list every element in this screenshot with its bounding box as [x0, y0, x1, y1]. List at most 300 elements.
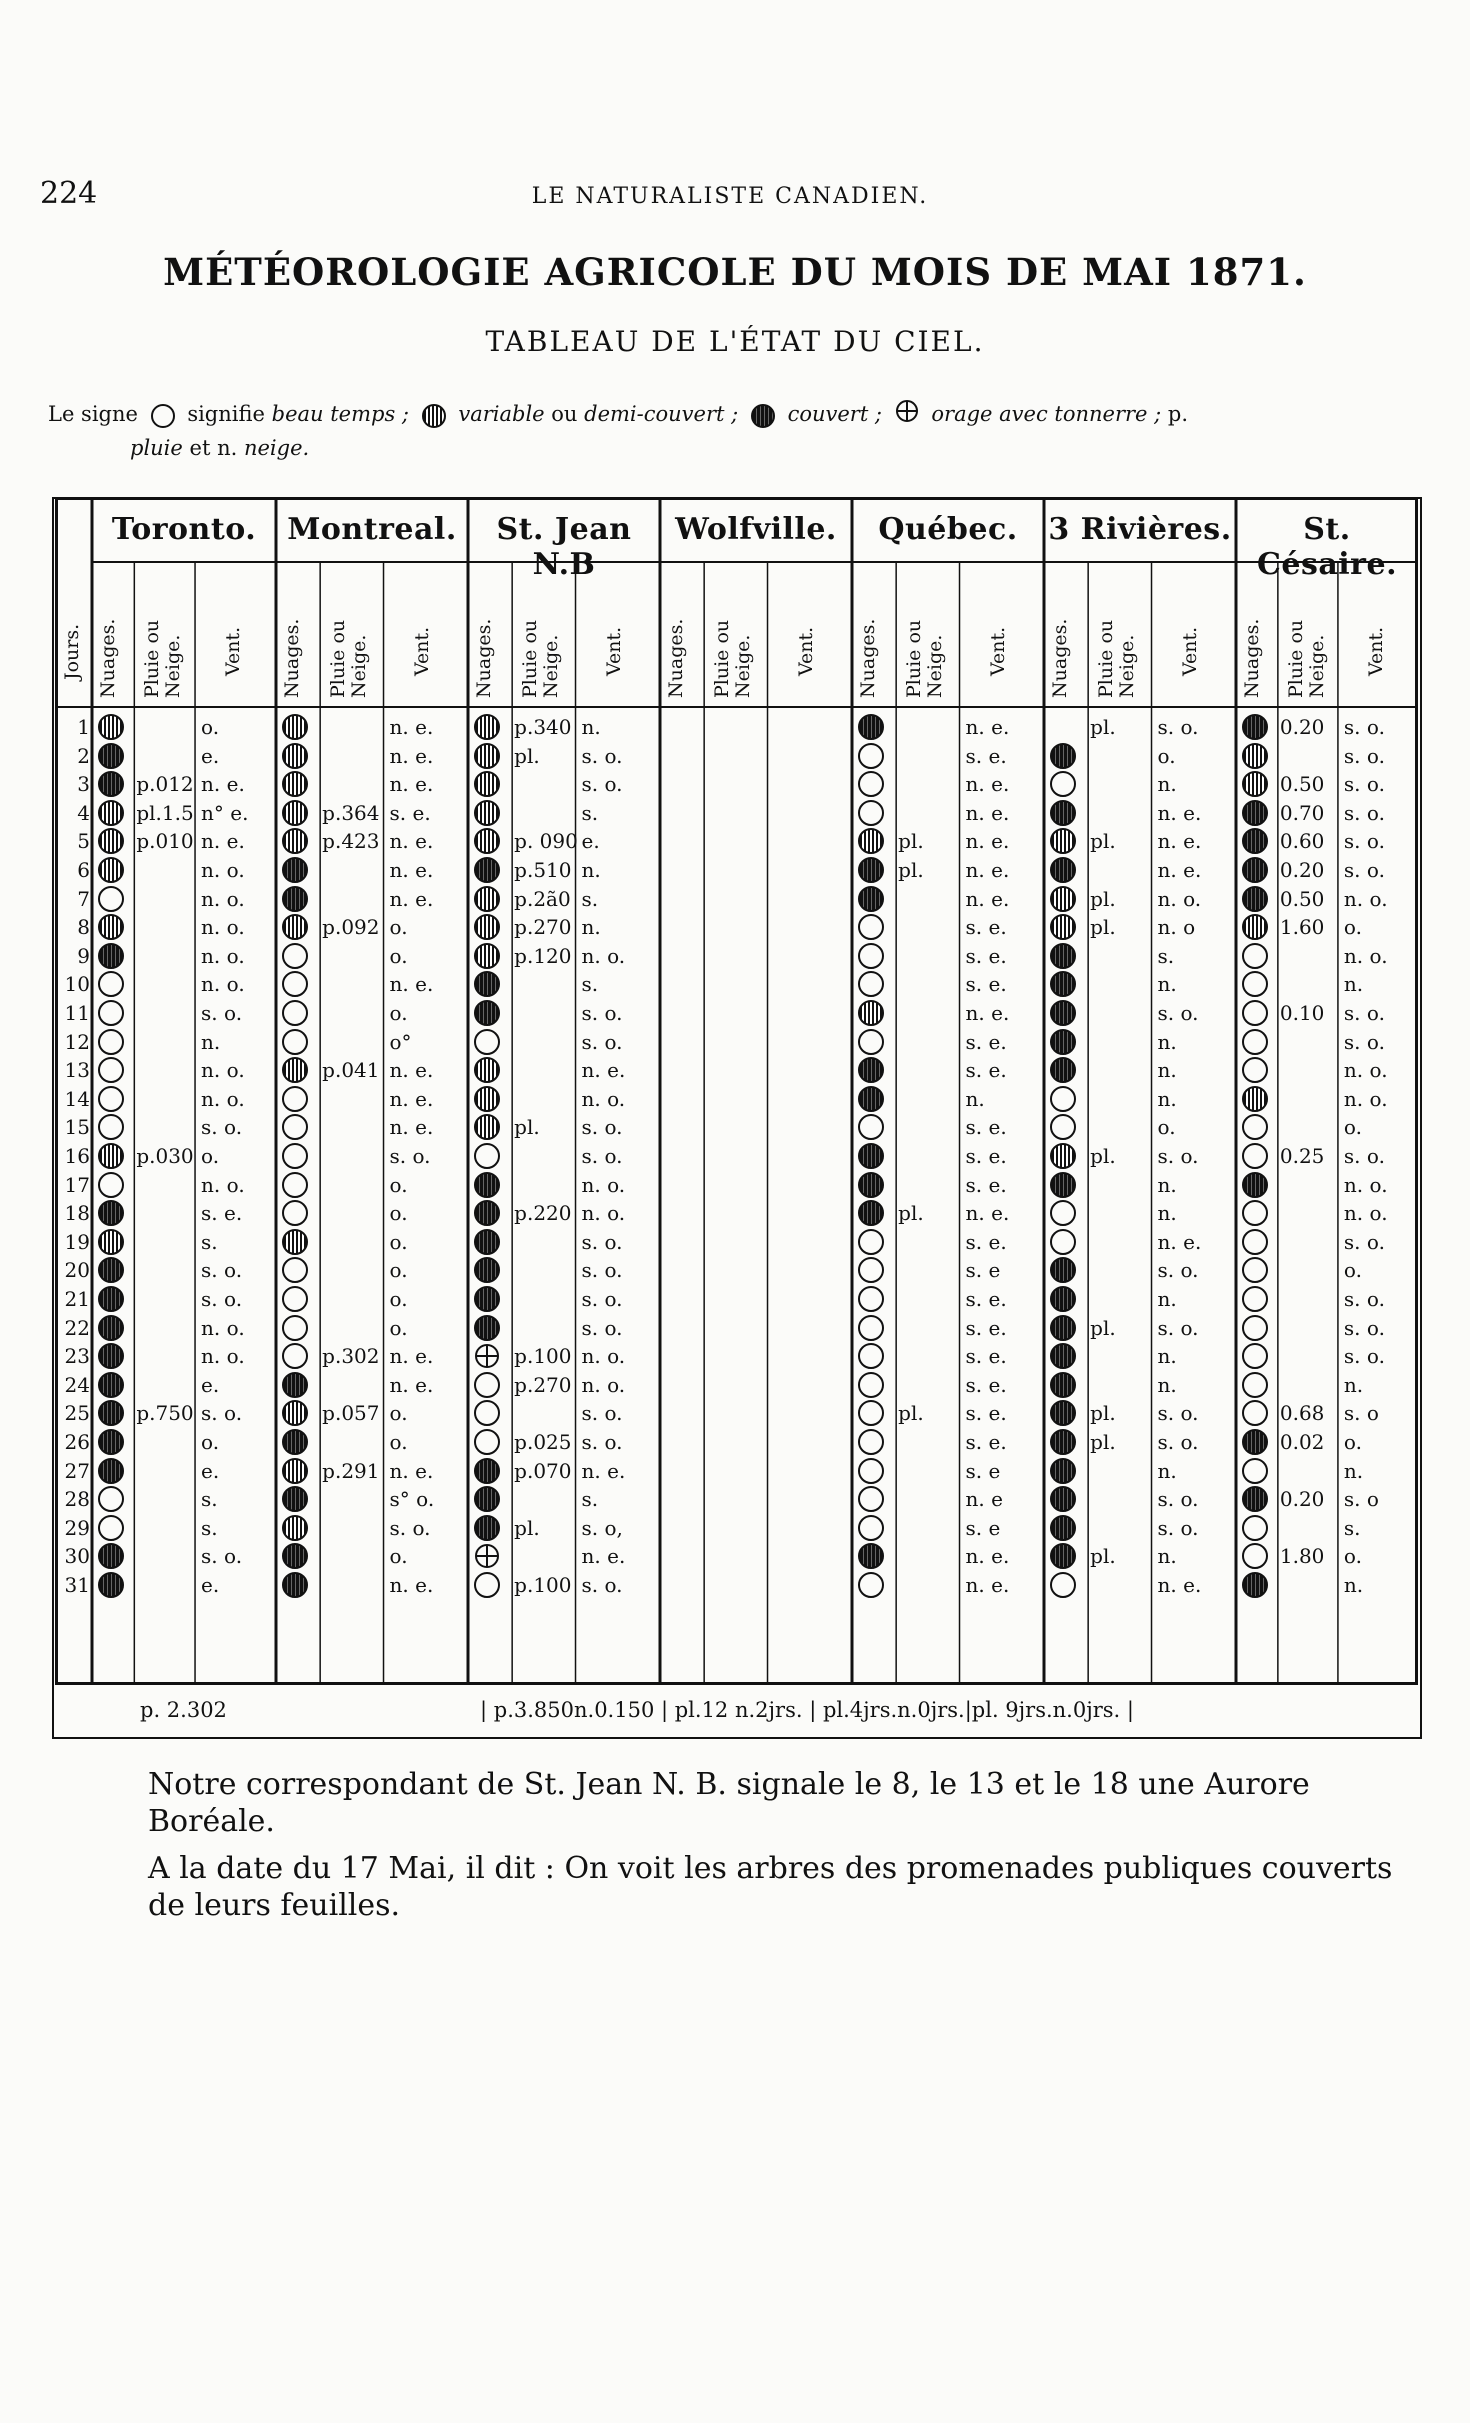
clear-sky-icon [858, 1458, 884, 1484]
covered-sky-icon [1050, 943, 1076, 969]
wind-value: s. o. [1343, 1144, 1385, 1168]
wind-value: n. o. [581, 943, 626, 968]
covered-sky-icon [1050, 1286, 1076, 1312]
wind-value: n. o. [201, 1172, 245, 1197]
wind-value: n. [1157, 1287, 1177, 1311]
wind-value: n. o. [201, 1344, 245, 1369]
wind-value: n. e. [965, 1201, 1010, 1226]
wind-value: n. e. [965, 829, 1010, 854]
variable-sky-icon [474, 800, 500, 826]
covered-sky-icon [1050, 1257, 1076, 1283]
covered-sky-icon [98, 1315, 124, 1341]
precip-value: pl. [514, 743, 540, 768]
wind-value: o. [1157, 1115, 1176, 1140]
wind-value: s° o. [389, 1487, 435, 1512]
day-number: 10 [64, 972, 90, 997]
clear-sky-icon [98, 1057, 124, 1083]
wind-value: n. e. [389, 715, 434, 739]
wind-value: s. o. [1157, 1515, 1199, 1540]
wind-value: o. [389, 1401, 408, 1426]
precip-value: p.270 [514, 915, 572, 940]
covered-sky-icon [1242, 886, 1268, 912]
variable-sky-icon [1242, 914, 1268, 940]
day-number: 31 [64, 1573, 90, 1597]
variable-sky-icon [1242, 771, 1268, 797]
precip-value: p.041 [322, 1058, 380, 1083]
day-number: 8 [77, 915, 90, 940]
wind-value: s. [581, 886, 599, 911]
variable-sky-icon [1050, 1143, 1076, 1169]
precip-value: p. 090 [514, 829, 578, 854]
wind-value: n. e. [1157, 829, 1202, 854]
precip-value: pl. [898, 1201, 924, 1226]
wind-value: s. o. [201, 1401, 243, 1426]
wind-value: s. o. [581, 1573, 623, 1597]
wind-header: Vent. [410, 626, 433, 676]
clear-sky-icon [1242, 1286, 1268, 1312]
wind-value: s. o. [1343, 1287, 1385, 1311]
wind-value: e. [201, 1573, 220, 1597]
clear-sky-icon [858, 1315, 884, 1341]
wind-value: n. e. [581, 1458, 626, 1483]
clear-sky-icon [858, 1572, 884, 1598]
paragraph-aurora: Notre correspondant de St. Jean N. B. signale le 8, le 13 et le 18 une Aurore Boréale. [148, 1767, 1310, 1839]
wind-value: s. e. [965, 743, 1007, 768]
wind-value: o. [389, 1001, 408, 1025]
precip-value: 0.20 [1279, 858, 1325, 882]
covered-sky-icon [858, 1086, 884, 1112]
precip-value: pl. [1090, 1315, 1116, 1340]
clear-sky-icon [282, 1029, 308, 1055]
wind-header: Vent. [1364, 626, 1387, 676]
wind-value: s. o. [201, 1544, 243, 1569]
wind-value: s. o. [581, 1258, 623, 1283]
wind-value: n. o. [1343, 886, 1388, 911]
variable-sky-icon [282, 771, 308, 797]
legend-storm-label: orage avec tonnerre ; [931, 402, 1162, 426]
wind-value: n. e. [965, 886, 1010, 911]
covered-sky-icon [1050, 1486, 1076, 1512]
wind-value: s. o. [1157, 715, 1199, 739]
wind-value: n. o. [581, 1372, 626, 1397]
wind-value: n. [1157, 1458, 1177, 1483]
clear-sky-icon [1242, 1257, 1268, 1283]
variable-sky-icon [282, 828, 308, 854]
covered-sky-icon [98, 1286, 124, 1312]
clear-sky-icon [98, 1515, 124, 1541]
wind-value: n. e. [389, 772, 434, 797]
wind-value: n. e. [389, 1058, 434, 1083]
clear-sky-icon [282, 1172, 308, 1198]
precip-value: p.012 [136, 772, 194, 797]
paragraph-trees: A la date du 17 Mai, il dit : On voit les arbres des promenades publiques couverts de leurs feuilles. [148, 1851, 1393, 1923]
wind-value: s. o. [1343, 1315, 1385, 1340]
covered-sky-icon [1050, 1515, 1076, 1541]
variable-sky-icon [282, 743, 308, 769]
covered-sky-icon [98, 1372, 124, 1398]
variable-sky-icon [474, 1057, 500, 1083]
covered-sky-icon [474, 857, 500, 883]
clear-sky-icon [474, 1143, 500, 1169]
wind-value: s. o. [1343, 1229, 1385, 1254]
variable-sky-icon [282, 1057, 308, 1083]
clear-sky-icon [858, 1029, 884, 1055]
covered-sky-icon [98, 1400, 124, 1426]
covered-sky-icon [282, 1572, 308, 1598]
wind-value: n. [1157, 972, 1177, 997]
wind-value: n. o. [1343, 1086, 1388, 1111]
wind-value: s. e. [965, 1344, 1007, 1369]
wind-value: s. e. [965, 1430, 1007, 1454]
legend-half-covered-label: demi-couvert ; [584, 402, 739, 426]
precip-value: 0.10 [1279, 1001, 1325, 1025]
clear-sky-icon [1242, 1400, 1268, 1426]
wind-value: s. o. [581, 1287, 623, 1311]
wind-value: s. o. [1343, 1344, 1385, 1369]
covered-sky-icon [282, 1543, 308, 1569]
clouds-header: Nuages. [1241, 618, 1263, 698]
clear-sky-icon [282, 943, 308, 969]
wind-value: s. [1157, 943, 1175, 968]
precip-value: p.340 [514, 715, 572, 739]
wind-value: n. e. [389, 858, 434, 882]
clear-sky-icon [98, 1172, 124, 1198]
wind-value: s. o. [1343, 1001, 1385, 1025]
covered-sky-icon [474, 1458, 500, 1484]
covered-sky-icon [1050, 1372, 1076, 1398]
wind-value: n. o. [581, 1172, 626, 1197]
clear-sky-icon [1050, 1200, 1076, 1226]
wind-value: s. [581, 972, 599, 997]
wind-value: s. o. [581, 1001, 623, 1025]
wind-value: n. o. [581, 1201, 626, 1226]
variable-sky-icon [474, 743, 500, 769]
clear-sky-icon [474, 1572, 500, 1598]
wind-value: s. [201, 1487, 218, 1512]
covered-sky-icon [474, 1200, 500, 1226]
precip-value: p.302 [322, 1344, 380, 1369]
variable-sky-icon [98, 1229, 124, 1255]
wind-value: n. [1157, 772, 1177, 797]
covered-sky-icon [474, 1000, 500, 1026]
clear-sky-icon [282, 1114, 308, 1140]
variable-sky-icon [98, 1143, 124, 1169]
wind-value: n. o. [1343, 1058, 1388, 1083]
precip-header: Pluie ou Neige. [519, 619, 563, 698]
wind-value: o. [201, 1144, 220, 1168]
precip-header: Pluie ou Neige. [1095, 619, 1139, 698]
wind-value: n. e. [965, 1544, 1010, 1569]
day-number: 5 [77, 829, 90, 854]
clear-sky-icon [1242, 971, 1268, 997]
covered-sky-icon [1050, 971, 1076, 997]
wind-value: s. o. [581, 1029, 623, 1054]
variable-sky-icon [474, 1086, 500, 1112]
clear-sky-icon [282, 1257, 308, 1283]
clear-sky-icon [858, 1400, 884, 1426]
clear-sky-icon [858, 771, 884, 797]
covered-sky-icon [1242, 828, 1268, 854]
covered-sky-icon [98, 943, 124, 969]
wind-value: n. [1343, 972, 1364, 997]
legend-text: signifie [187, 402, 265, 426]
clear-sky-icon [98, 1029, 124, 1055]
covered-sky-icon [858, 886, 884, 912]
clear-sky-icon [1242, 943, 1268, 969]
precip-value: 0.02 [1279, 1430, 1325, 1454]
precip-value: p.070 [514, 1458, 572, 1483]
clear-sky-icon [282, 1286, 308, 1312]
wind-value: e. [201, 1458, 220, 1483]
wind-value: s. o. [201, 1287, 243, 1311]
precip-value: 0.50 [1279, 772, 1325, 797]
clear-sky-icon [474, 1400, 500, 1426]
wind-value: n° e. [201, 800, 249, 825]
precip-value: pl. [898, 1401, 924, 1426]
wind-value: n. [581, 715, 601, 739]
legend-text: Le signe [48, 402, 138, 426]
clear-sky-icon [1242, 1515, 1268, 1541]
wind-value: s. e. [965, 1315, 1007, 1340]
covered-sky-icon [474, 971, 500, 997]
clear-sky-icon [1242, 1372, 1268, 1398]
wind-value: n. e. [389, 743, 434, 768]
precip-value: p.220 [514, 1201, 572, 1226]
station-header: Québec. [878, 512, 1018, 547]
clear-sky-icon [858, 1114, 884, 1140]
wind-value: n. e. [389, 886, 434, 911]
wind-value: n. o. [1343, 943, 1388, 968]
covered-sky-icon [1242, 857, 1268, 883]
covered-sky-icon [1050, 857, 1076, 883]
clear-sky-icon [858, 1372, 884, 1398]
wind-value: n. e. [389, 1086, 434, 1111]
clear-sky-icon [474, 1429, 500, 1455]
wind-value: s. [201, 1229, 218, 1254]
precip-value: pl. [898, 829, 924, 854]
day-number: 16 [64, 1144, 90, 1168]
wind-value: s. o. [1157, 1001, 1199, 1025]
legend-rain-symbol: p. [1167, 402, 1189, 426]
day-number: 13 [64, 1058, 90, 1083]
legend-covered-label: couvert ; [787, 402, 883, 426]
covered-sky-icon [98, 1257, 124, 1283]
clear-sky-icon [282, 1343, 308, 1369]
clear-sky-icon [282, 1000, 308, 1026]
legend-snow-symbol: n. [217, 436, 238, 460]
variable-sky-icon [282, 1400, 308, 1426]
wind-value: s. o. [201, 1115, 243, 1140]
clear-sky-icon [98, 971, 124, 997]
wind-value: n. o. [581, 1344, 626, 1369]
variable-sky-icon [1050, 828, 1076, 854]
day-number: 18 [64, 1201, 90, 1226]
day-number: 25 [64, 1401, 90, 1426]
precip-value: pl. [1090, 1144, 1116, 1168]
wind-value: n. e. [201, 829, 245, 854]
day-number: 20 [64, 1258, 90, 1283]
variable-sky-icon [98, 914, 124, 940]
legend-snow-label: neige. [243, 436, 310, 460]
wind-value: s. e. [965, 1229, 1007, 1254]
storm-icon [474, 1543, 500, 1569]
precip-value: 0.25 [1279, 1144, 1325, 1168]
wind-value: n. e. [389, 972, 434, 997]
wind-value: n. e. [389, 1372, 434, 1397]
covered-sky-icon [98, 771, 124, 797]
wind-value: e. [201, 1372, 220, 1397]
covered-sky-icon [282, 1372, 308, 1398]
precip-value: 1.80 [1279, 1544, 1325, 1569]
variable-sky-icon [474, 828, 500, 854]
covered-sky-icon [1242, 714, 1268, 740]
covered-sky-icon [474, 1286, 500, 1312]
wind-value: n. [1157, 1544, 1177, 1569]
day-number: 21 [64, 1287, 90, 1311]
wind-value: n. o. [201, 943, 245, 968]
variable-sky-icon [98, 828, 124, 854]
variable-sky-icon [858, 828, 884, 854]
covered-sky-icon [98, 1543, 124, 1569]
wind-value: n. e. [581, 1544, 626, 1569]
wind-value: s. o. [1343, 829, 1385, 854]
page-number: 224 [40, 176, 98, 211]
station-header: 3 Rivières. [1048, 512, 1232, 547]
wind-value: s. [581, 1487, 599, 1512]
wind-value: n. o. [201, 858, 245, 882]
covered-sky-icon [1050, 1057, 1076, 1083]
covered-sky-icon [1050, 1343, 1076, 1369]
covered-sky-icon [98, 1429, 124, 1455]
covered-sky-icon [1050, 1029, 1076, 1055]
days-header: Jours. [61, 623, 83, 680]
wind-value: o. [1157, 743, 1176, 768]
wind-value: e. [201, 743, 220, 768]
variable-sky-icon [282, 1458, 308, 1484]
clear-sky-icon [98, 1000, 124, 1026]
variable-sky-icon [474, 943, 500, 969]
clouds-header: Nuages. [857, 618, 879, 698]
precip-value: 0.20 [1279, 715, 1325, 739]
wind-value: n. [201, 1029, 221, 1054]
wind-value: s. o. [389, 1144, 431, 1168]
clear-sky-icon [282, 1086, 308, 1112]
wind-value: s. o. [581, 1315, 623, 1340]
clear-sky-icon [1050, 1114, 1076, 1140]
precip-value: p.291 [322, 1458, 380, 1483]
day-number: 14 [64, 1086, 90, 1111]
wind-value: s. o. [581, 1430, 623, 1454]
wind-value: o. [389, 1229, 408, 1254]
day-number: 17 [64, 1172, 90, 1197]
wind-value: o. [389, 1315, 408, 1340]
precip-header: Pluie ou Neige. [711, 619, 755, 698]
wind-value: n. [1157, 1172, 1177, 1197]
covered-sky-icon [98, 743, 124, 769]
precip-value: pl. [898, 858, 924, 882]
precip-value: pl. [514, 1515, 540, 1540]
wind-header: Vent. [602, 626, 625, 676]
variable-sky-icon [474, 1114, 500, 1140]
wind-value: s. [201, 1515, 218, 1540]
wind-value: s. e [965, 1258, 1001, 1283]
wind-value: s. e. [965, 972, 1007, 997]
wind-value: s. e. [965, 943, 1007, 968]
covered-sky-icon [474, 1315, 500, 1341]
wind-value: s. e. [965, 1029, 1007, 1054]
wind-value: n. e. [389, 829, 434, 854]
legend-text: ou [551, 402, 578, 426]
wind-value: s. o. [1343, 743, 1385, 768]
covered-sky-icon [474, 1515, 500, 1541]
day-number: 30 [64, 1544, 90, 1569]
clear-sky-icon [1242, 1029, 1268, 1055]
wind-value: n. [1343, 1458, 1364, 1483]
wind-value: s. e. [965, 1115, 1007, 1140]
clear-sky-icon [282, 971, 308, 997]
wind-value: o. [389, 1287, 408, 1311]
wind-value: n. e. [965, 1001, 1010, 1025]
covered-sky-icon [98, 1458, 124, 1484]
station-header: Montreal. [287, 512, 457, 547]
variable-sky-icon [98, 800, 124, 826]
clear-sky-icon [1242, 1000, 1268, 1026]
variable-sky-icon [474, 886, 500, 912]
clear-sky-icon [858, 1286, 884, 1312]
clear-sky-icon [1050, 1572, 1076, 1598]
wind-value: n. e. [1157, 1229, 1202, 1254]
wind-value: n. o. [201, 1058, 245, 1083]
totals-other-stations: | p.3.850n.0.150 | pl.12 n.2jrs. | pl.4jrs.n.0jrs.|pl. 9jrs.n.0jrs. | [480, 1698, 1134, 1722]
clear-sky-icon [858, 1515, 884, 1541]
clear-sky-icon [1050, 1229, 1076, 1255]
clear-sky-icon [858, 1343, 884, 1369]
wind-value: s. [1343, 1515, 1361, 1540]
wind-value: o. [389, 1430, 408, 1454]
variable-sky-icon [1242, 743, 1268, 769]
covered-sky-icon [474, 1486, 500, 1512]
wind-value: s. e [965, 1515, 1001, 1540]
day-number: 9 [77, 943, 90, 968]
day-number: 22 [64, 1315, 90, 1340]
clear-sky-icon [1242, 1200, 1268, 1226]
clear-sky-icon [98, 886, 124, 912]
clear-sky-icon [1242, 1315, 1268, 1341]
wind-value: s. e. [965, 1172, 1007, 1197]
day-number: 15 [64, 1115, 90, 1140]
precip-value: 0.50 [1279, 886, 1325, 911]
wind-value: n. e. [1157, 858, 1202, 882]
wind-value: s. o. [581, 1144, 623, 1168]
variable-sky-icon [98, 714, 124, 740]
precip-value: 0.60 [1279, 829, 1325, 854]
covered-sky-icon [474, 1172, 500, 1198]
precip-value: pl.1.5 [136, 800, 194, 825]
wind-value: n. e. [1157, 1573, 1202, 1597]
wind-value: o. [389, 1258, 408, 1283]
wind-value: n. [1157, 1086, 1177, 1111]
wind-value: s. e. [389, 800, 431, 825]
day-number: 1 [77, 715, 90, 739]
wind-value: n. e. [389, 1573, 434, 1597]
covered-sky-icon [858, 1057, 884, 1083]
clear-sky-icon [98, 1086, 124, 1112]
wind-value: n. o. [1157, 886, 1202, 911]
wind-value: n. o [1157, 915, 1196, 940]
wind-value: n. e. [389, 1458, 434, 1483]
wind-value: o° [389, 1029, 412, 1054]
precip-value: p.423 [322, 829, 380, 854]
